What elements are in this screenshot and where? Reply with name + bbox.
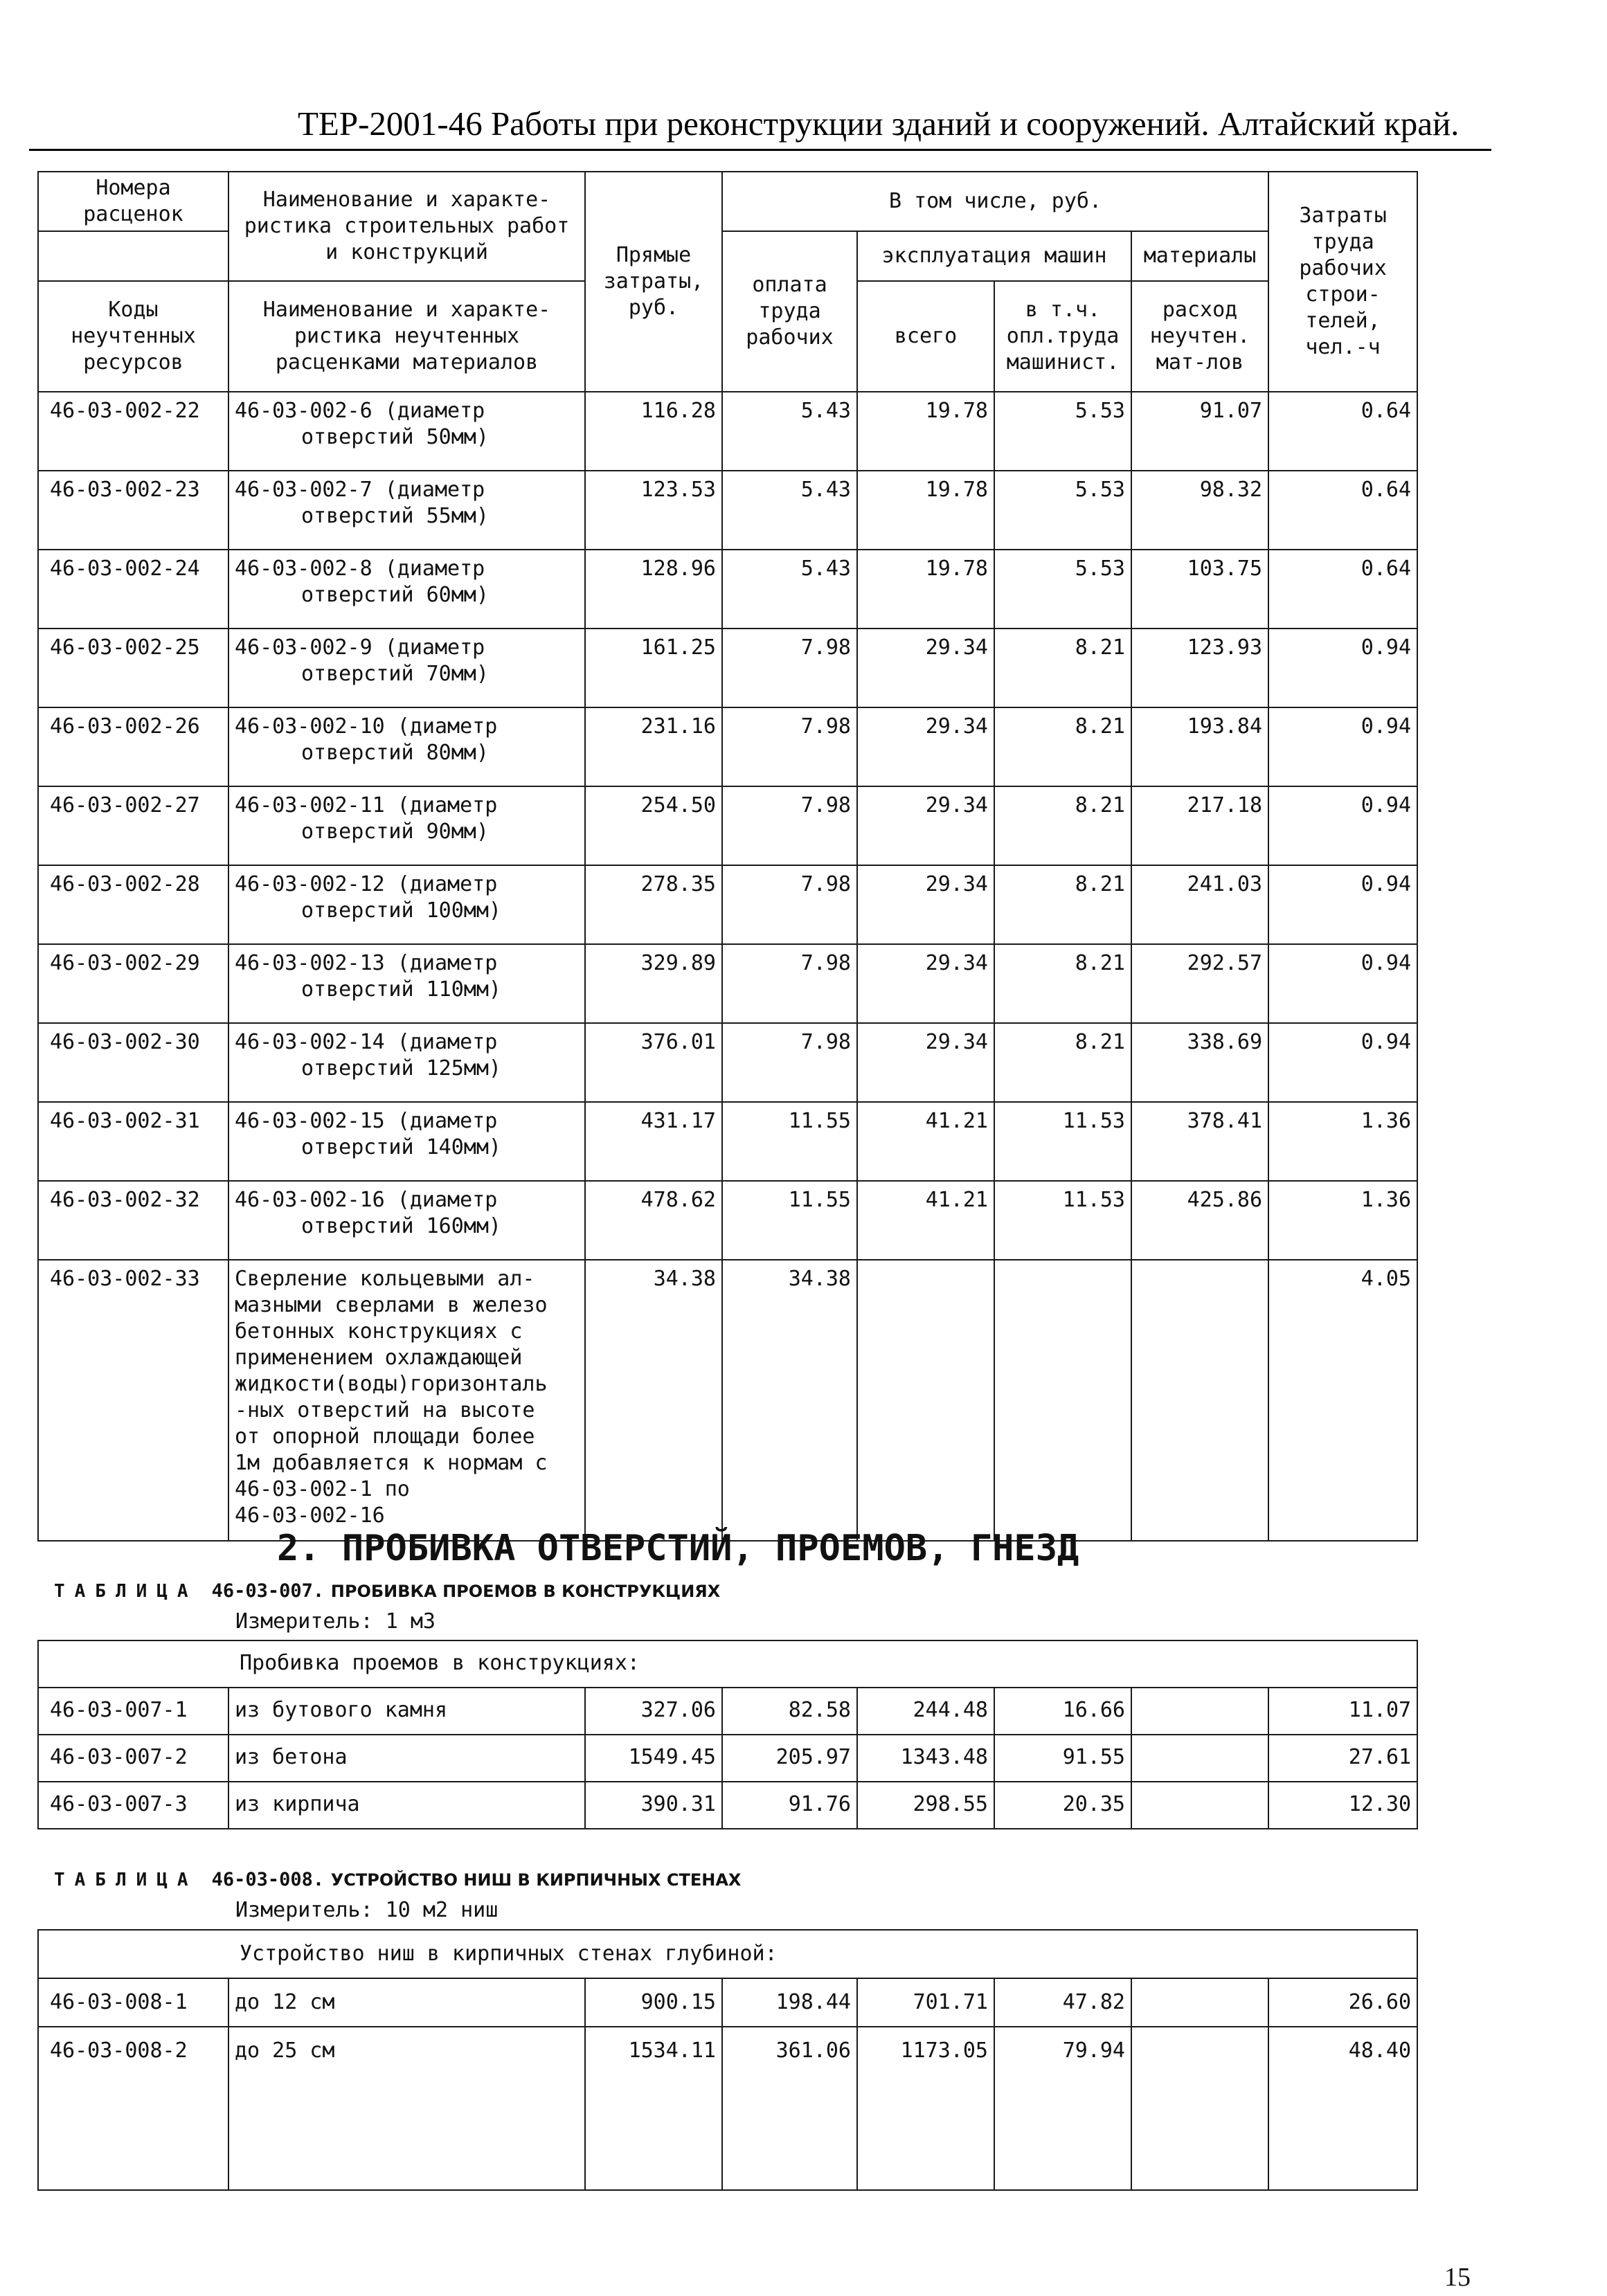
machines-total: 29.34	[857, 786, 994, 865]
rate-code: 46-03-002-25	[38, 629, 228, 707]
table-8-measure: Измеритель: 10 м2 ниш	[235, 1898, 499, 1922]
rate-description	[228, 1023, 585, 1102]
machines-total	[857, 1260, 994, 1541]
rate-code: 46-03-002-24	[38, 550, 228, 629]
labor-pay: 82.58	[722, 1688, 857, 1735]
machinist-pay: 16.66	[994, 1688, 1131, 1735]
rate-code: 46-03-007-1	[38, 1688, 228, 1735]
description-line-2: отверстий 110мм)	[301, 977, 501, 1002]
table-row	[38, 1023, 1417, 1102]
labor-pay: 5.43	[722, 550, 857, 629]
table-7-caption: Пробивка проемов в конструкциях:	[38, 1640, 1417, 1688]
labor-hours: 0.94	[1268, 707, 1417, 786]
materials-cost: 91.07	[1131, 392, 1268, 471]
table-row	[38, 1978, 1417, 2027]
direct-cost: 390.31	[585, 1782, 722, 1829]
table-8-caption-row	[38, 1930, 1417, 1978]
materials-cost	[1131, 1735, 1268, 1782]
rate-code: 46-03-002-28	[38, 865, 228, 944]
table-row	[38, 1735, 1417, 1782]
description-line-1: 46-03-002-12 (диаметр	[235, 872, 498, 896]
machinist-pay	[994, 1260, 1131, 1541]
rate-description	[228, 786, 585, 865]
direct-cost: 327.06	[585, 1688, 722, 1735]
rate-description	[228, 471, 585, 550]
description-line-1: 46-03-002-7 (диаметр	[235, 478, 485, 502]
col-name-unaccounted-header: Наименование и характе- ристика неучтенных расценками материалов	[228, 281, 585, 392]
col-including-header: В том числе, руб.	[722, 172, 1268, 231]
table-7	[37, 1640, 1418, 1829]
rate-code: 46-03-002-26	[38, 707, 228, 786]
description-line-1: 46-03-002-9 (диаметр	[235, 635, 485, 660]
col-materials-header: материалы	[1131, 231, 1268, 281]
col-name-header: Наименование и характе- ристика строительных работ и конструкций	[228, 172, 585, 281]
rate-description	[228, 629, 585, 707]
rate-description	[228, 1181, 585, 1260]
rate-code: 46-03-007-2	[38, 1735, 228, 1782]
labor-hours: 0.94	[1268, 1023, 1417, 1102]
machinist-pay: 5.53	[994, 550, 1131, 629]
page-number: 15	[1444, 2263, 1471, 2292]
labor-hours: 1.36	[1268, 1181, 1417, 1260]
description-line-2: отверстий 160мм)	[301, 1214, 501, 1238]
machines-total: 41.21	[857, 1181, 994, 1260]
description-line: -ных отверстий на высоте	[235, 1398, 535, 1422]
col-direct-header: Прямые затраты, руб.	[585, 172, 722, 392]
materials-cost: 123.93	[1131, 629, 1268, 707]
materials-cost	[1131, 1978, 1268, 2027]
description-line: бетонных конструкциях с	[235, 1319, 523, 1344]
col-machinist-pay-header: в т.ч. опл.труда машинист.	[994, 281, 1131, 392]
materials-cost: 241.03	[1131, 865, 1268, 944]
materials-cost: 378.41	[1131, 1102, 1268, 1181]
machinist-pay: 5.53	[994, 392, 1131, 471]
labor-pay: 198.44	[722, 1978, 857, 2027]
machines-total: 19.78	[857, 471, 994, 550]
labor-hours: 27.61	[1268, 1735, 1417, 1782]
rate-description: из бетона	[228, 1735, 585, 1782]
machinist-pay: 47.82	[994, 1978, 1131, 2027]
machinist-pay: 20.35	[994, 1782, 1131, 1829]
direct-cost: 278.35	[585, 865, 722, 944]
description-line-2: отверстий 125мм)	[301, 1056, 501, 1081]
rate-description: до 12 см	[228, 1978, 585, 2027]
rate-description: до 25 см	[228, 2027, 585, 2190]
direct-cost: 1549.45	[585, 1735, 722, 1782]
machinist-pay: 11.53	[994, 1181, 1131, 1260]
labor-pay: 5.43	[722, 471, 857, 550]
col-numbers-cont	[38, 231, 228, 281]
description-line-1: 46-03-002-11 (диаметр	[235, 793, 498, 817]
description-line-2: отверстий 80мм)	[301, 741, 489, 765]
materials-cost: 193.84	[1131, 707, 1268, 786]
table-8-word: ТАБЛИЦА	[54, 1870, 198, 1890]
labor-pay: 34.38	[722, 1260, 857, 1541]
labor-pay: 7.98	[722, 786, 857, 865]
materials-cost: 103.75	[1131, 550, 1268, 629]
labor-pay: 7.98	[722, 629, 857, 707]
machines-total: 244.48	[857, 1688, 994, 1735]
rate-code: 46-03-002-30	[38, 1023, 228, 1102]
description-line: 46-03-002-1 по	[235, 1477, 410, 1501]
direct-cost: 254.50	[585, 786, 722, 865]
rate-description	[228, 944, 585, 1023]
machinist-pay: 8.21	[994, 629, 1131, 707]
table-row	[38, 471, 1417, 550]
labor-pay: 7.98	[722, 865, 857, 944]
col-machines-header: эксплуатация машин	[857, 231, 1131, 281]
table-8-caption: Устройство ниш в кирпичных стенах глубиной:	[38, 1930, 1417, 1978]
machinist-pay: 8.21	[994, 1023, 1131, 1102]
description-line-2: отверстий 70мм)	[301, 662, 489, 686]
direct-cost: 1534.11	[585, 2027, 722, 2190]
rate-code: 46-03-007-3	[38, 1782, 228, 1829]
labor-hours: 0.64	[1268, 471, 1417, 550]
labor-pay: 91.76	[722, 1782, 857, 1829]
machinist-pay: 79.94	[994, 2027, 1131, 2190]
table-row	[38, 550, 1417, 629]
direct-cost: 900.15	[585, 1978, 722, 2027]
machines-total: 298.55	[857, 1782, 994, 1829]
direct-cost: 161.25	[585, 629, 722, 707]
rate-description	[228, 1102, 585, 1181]
labor-hours: 26.60	[1268, 1978, 1417, 2027]
materials-cost: 425.86	[1131, 1181, 1268, 1260]
rates-table	[37, 171, 1418, 1542]
description-line-2: отверстий 100мм)	[301, 898, 501, 923]
col-pay-header: оплата труда рабочих	[722, 231, 857, 392]
description-line-1: 46-03-002-8 (диаметр	[235, 557, 485, 581]
machines-total: 29.34	[857, 944, 994, 1023]
description-line-2: отверстий 50мм)	[301, 425, 489, 449]
table-7-word: ТАБЛИЦА	[54, 1581, 198, 1602]
labor-hours: 0.64	[1268, 392, 1417, 471]
table-row	[38, 786, 1417, 865]
machines-total: 701.71	[857, 1978, 994, 2027]
table-8-number: 46-03-008.	[211, 1869, 325, 1890]
description-line-1: 46-03-002-6 (диаметр	[235, 399, 485, 423]
rate-code: 46-03-002-29	[38, 944, 228, 1023]
col-machines-total-header: всего	[857, 281, 994, 392]
direct-cost: 376.01	[585, 1023, 722, 1102]
labor-hours: 11.07	[1268, 1688, 1417, 1735]
table-7-label	[54, 1580, 720, 1602]
direct-cost: 123.53	[585, 471, 722, 550]
rate-code: 46-03-002-32	[38, 1181, 228, 1260]
table-row	[38, 392, 1417, 471]
description-line-2: отверстий 55мм)	[301, 504, 489, 528]
table-row	[38, 1260, 1417, 1541]
description-line-2: отверстий 140мм)	[301, 1135, 501, 1159]
machines-total: 1343.48	[857, 1735, 994, 1782]
table-7-title: ПРОБИВКА ПРОЕМОВ В КОНСТРУКЦИЯХ	[330, 1582, 721, 1601]
description-line-1: 46-03-002-16 (диаметр	[235, 1188, 498, 1212]
machines-total: 19.78	[857, 392, 994, 471]
rate-code: 46-03-002-33	[38, 1260, 228, 1541]
machinist-pay: 8.21	[994, 707, 1131, 786]
col-codes-header: Коды неучтенных ресурсов	[38, 281, 228, 392]
description-line: жидкости(воды)горизонталь	[235, 1372, 548, 1396]
machinist-pay: 8.21	[994, 944, 1131, 1023]
description-line: 46-03-002-16	[235, 1503, 385, 1528]
header-rule	[29, 149, 1491, 151]
materials-cost	[1131, 1782, 1268, 1829]
section-title: 2. ПРОБИВКА ОТВЕРСТИЙ, ПРОЕМОВ, ГНЕЗД	[277, 1528, 1079, 1569]
labor-hours: 48.40	[1268, 2027, 1417, 2190]
col-materials-consumption-header: расход неучтен. мат-лов	[1131, 281, 1268, 392]
rate-description-long	[228, 1260, 585, 1541]
labor-hours: 0.94	[1268, 944, 1417, 1023]
labor-pay: 5.43	[722, 392, 857, 471]
labor-hours: 12.30	[1268, 1782, 1417, 1829]
machinist-pay: 5.53	[994, 471, 1131, 550]
rate-code: 46-03-002-31	[38, 1102, 228, 1181]
col-labor-cost-header: Затраты труда рабочих строи- телей, чел.-ч	[1268, 172, 1417, 392]
labor-hours: 0.94	[1268, 629, 1417, 707]
materials-cost: 217.18	[1131, 786, 1268, 865]
table-row	[38, 1782, 1417, 1829]
table-8	[37, 1929, 1418, 2191]
direct-cost: 116.28	[585, 392, 722, 471]
labor-pay: 11.55	[722, 1181, 857, 1260]
description-line: применением охлаждающей	[235, 1346, 523, 1370]
machinist-pay: 91.55	[994, 1735, 1131, 1782]
description-line: 1м добавляется к нормам с	[235, 1451, 548, 1475]
description-line: Сверление кольцевыми ал-	[235, 1267, 535, 1291]
machines-total: 1173.05	[857, 2027, 994, 2190]
labor-pay: 361.06	[722, 2027, 857, 2190]
table-8-label	[54, 1869, 741, 1890]
machinist-pay: 8.21	[994, 786, 1131, 865]
table-row	[38, 629, 1417, 707]
rate-code: 46-03-002-23	[38, 471, 228, 550]
table-row	[38, 1181, 1417, 1260]
rate-description: из бутового камня	[228, 1688, 585, 1735]
table-7-measure: Измеритель: 1 м3	[235, 1609, 436, 1634]
table-row	[38, 707, 1417, 786]
materials-cost: 338.69	[1131, 1023, 1268, 1102]
rate-code: 46-03-002-22	[38, 392, 228, 471]
rate-description	[228, 392, 585, 471]
rate-code: 46-03-008-2	[38, 2027, 228, 2190]
description-line-1: 46-03-002-10 (диаметр	[235, 714, 498, 739]
description-line: мазными сверлами в железо	[235, 1293, 548, 1317]
labor-hours: 4.05	[1268, 1260, 1417, 1541]
machines-total: 29.34	[857, 1023, 994, 1102]
direct-cost: 478.62	[585, 1181, 722, 1260]
direct-cost: 128.96	[585, 550, 722, 629]
rate-description	[228, 865, 585, 944]
table-7-caption-row	[38, 1640, 1417, 1688]
rate-code: 46-03-002-27	[38, 786, 228, 865]
rate-description	[228, 550, 585, 629]
table-row	[38, 865, 1417, 944]
description-line-2: отверстий 90мм)	[301, 820, 489, 844]
machines-total: 19.78	[857, 550, 994, 629]
machines-total: 29.34	[857, 707, 994, 786]
direct-cost: 231.16	[585, 707, 722, 786]
direct-cost: 34.38	[585, 1260, 722, 1541]
table-row	[38, 944, 1417, 1023]
materials-cost: 98.32	[1131, 471, 1268, 550]
table-8-title: УСТРОЙСТВО НИШ В КИРПИЧНЫХ СТЕНАХ	[330, 1870, 742, 1890]
table-row	[38, 2027, 1417, 2190]
direct-cost: 431.17	[585, 1102, 722, 1181]
description-line-2: отверстий 60мм)	[301, 583, 489, 607]
materials-cost	[1131, 1688, 1268, 1735]
labor-hours: 1.36	[1268, 1102, 1417, 1181]
table-7-number: 46-03-007.	[211, 1580, 325, 1602]
machines-total: 41.21	[857, 1102, 994, 1181]
labor-pay: 7.98	[722, 944, 857, 1023]
description-line-1: 46-03-002-14 (диаметр	[235, 1030, 498, 1054]
machinist-pay: 8.21	[994, 865, 1131, 944]
machinist-pay: 11.53	[994, 1102, 1131, 1181]
description-line-1: 46-03-002-13 (диаметр	[235, 951, 498, 975]
labor-hours: 0.94	[1268, 865, 1417, 944]
materials-cost	[1131, 1260, 1268, 1541]
table-row	[38, 1688, 1417, 1735]
rate-code: 46-03-008-1	[38, 1978, 228, 2027]
rate-description	[228, 707, 585, 786]
labor-pay: 11.55	[722, 1102, 857, 1181]
description-line-1: 46-03-002-15 (диаметр	[235, 1109, 498, 1133]
machines-total: 29.34	[857, 865, 994, 944]
materials-cost: 292.57	[1131, 944, 1268, 1023]
labor-hours: 0.64	[1268, 550, 1417, 629]
labor-hours: 0.94	[1268, 786, 1417, 865]
materials-cost	[1131, 2027, 1268, 2190]
machines-total: 29.34	[857, 629, 994, 707]
rate-description: из кирпича	[228, 1782, 585, 1829]
col-numbers-header: Номера расценок	[38, 172, 228, 231]
direct-cost: 329.89	[585, 944, 722, 1023]
labor-pay: 7.98	[722, 707, 857, 786]
labor-pay: 205.97	[722, 1735, 857, 1782]
page-header-title: ТЕР-2001-46 Работы при реконструкции зданий и сооружений. Алтайский край.	[298, 105, 1460, 143]
labor-pay: 7.98	[722, 1023, 857, 1102]
table-row	[38, 1102, 1417, 1181]
description-line: от опорной площади более	[235, 1425, 535, 1449]
